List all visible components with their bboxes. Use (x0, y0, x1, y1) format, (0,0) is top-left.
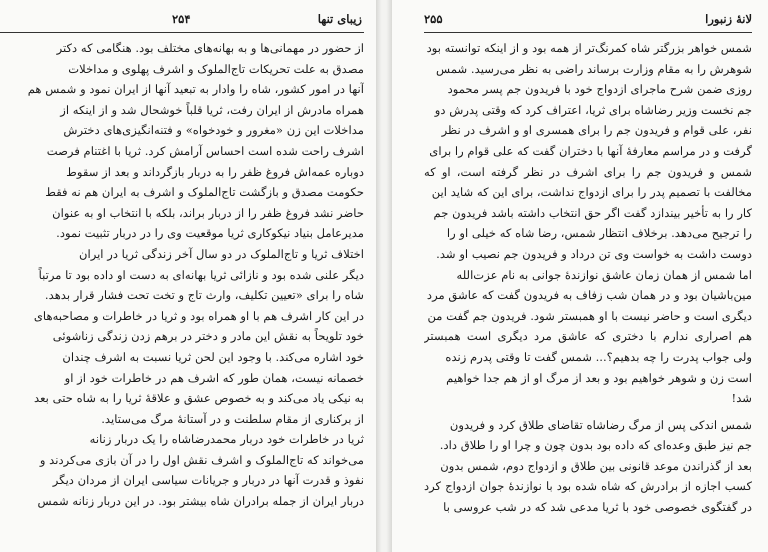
text-line: به نیکی یاد می‌کند و به خصوص عشق و علاقهٔ ثریا را به شاه حتی بعد (33, 391, 364, 406)
text-line: مین‌باشیان بود و در همان شب زفاف به فریدون گفت که عاشق مرد (426, 288, 752, 303)
left-page-body (0, 38, 364, 512)
text-line: خود تلویحاً به نقش این مادر و دختر در برهم زدن زندگی زناشوئی (52, 329, 364, 344)
right-running-title: لانهٔ زنبورا (705, 12, 752, 26)
text-line: دوباره عمه‌اش فروغ ظفر را به دربار بازگرداند و بعد از سقوط (66, 164, 364, 179)
text-line: شمس خواهر بزرگتر شاه کمرنگ‌تر از همه بود و از اینکه توانسته بود (426, 41, 752, 55)
text-line: ولی جواب پدرت را چه بدهیم؟... شمس گفت تا وقتی پدرم زنده (445, 349, 752, 364)
left-page-number: ۲۵۴ (172, 12, 191, 26)
text-line: در گفتگوی خصوصی خود با ثریا مدعی شد که در شب عروسی با (443, 500, 752, 515)
text-line: همراه مادرش از ایران رفت، ثریا قلباً خوشحال شد و از اینکه از (60, 102, 364, 117)
text-line: شوهرش را به مقام وزارت برساند راضی به نظر می‌رسید. شمس (436, 61, 752, 76)
text-line: آنها در امور کشور، شاه را وادار به تبعید آنها از ایران نمود و شمس هم (27, 82, 364, 97)
left-header-rule (0, 32, 364, 33)
text-line: کار را به تأخیر بیندازد گفت اگر حق انتخاب داشته باشد فریدون جم (433, 205, 752, 220)
text-line: روزی ضمن شرح ماجرای ازدواج خود با فریدون جم پسر محمود (447, 82, 752, 97)
text-line: اختلاف ثریا و تاج‌الملوک در دو سال آخر زندگی ثریا در ایران (78, 246, 364, 261)
text-line: خود اشاره می‌کند. با وجود این لحن ثریا نسبت به اشرف چندان (62, 349, 364, 364)
text-line: گرفت و در مراسم معارفهٔ آنها با دختران گفت که علی قوام را برای (429, 143, 752, 158)
text-line: می‌خواند که تاج‌الملوک و اشرف نقش اول را در آن بازی می‌کردند و (39, 452, 364, 467)
left-running-title: زیبای تنها (317, 12, 362, 26)
text-line: اشرف راحت شده است احساس آرامش کرد. ثریا با اغتنام فرصت (46, 143, 364, 158)
text-line: مدیرعامل بنیاد نیکوکاری ثریا موقعیت وی را در دربار تثبیت نمود. (56, 226, 364, 241)
text-line: کسب اجازه از برادرش که شاه شده بود با نوازندهٔ جوان ازدواج کرد (424, 479, 752, 494)
left-page-header (0, 10, 362, 28)
text-line: در این کار اشرف هم با او همراه بود و ثریا در خاطرات و مصاحبه‌های (33, 308, 364, 323)
paragraph (424, 38, 752, 409)
text-line: مخالفت با تصمیم پدر را برای ازدواج نداشت، برای این که شاید این (431, 185, 752, 200)
right-page-number: ۲۵۵ (424, 12, 443, 26)
text-line: است زن و شوهر خواهیم بود و بعد از مرگ او از هم جدا خواهیم (446, 370, 752, 385)
text-line: دیگری است و حاضر نیست با او همبستر شود. فریدون جم گفت من (427, 308, 752, 323)
text-line: از برکناری از مقام سلطنت و در آستانهٔ مرگ می‌ستاید. (101, 411, 364, 426)
text-line: هم اصراری ندارم با دختری که عاشق مرد دیگری است همبستر (424, 329, 752, 344)
right-header-rule (424, 32, 752, 33)
text-line: ثریا در خاطرات خود دربار محمدرضاشاه را یک دربار زنانه (89, 432, 364, 447)
text-line: جم نیز طبق وعده‌ای که داده بود بدون چون و چرا او را طلاق داد. (439, 438, 752, 453)
book-gutter (376, 0, 392, 552)
right-page (392, 0, 768, 552)
text-line: دوست داشت به خواست وی تن درداد و فریدون جم نصیب او شد. (436, 246, 752, 261)
text-line: حاضر نشد فروغ ظفر را از دربار براند، بلکه با انتخاب او به عنوان (52, 205, 364, 220)
left-page (0, 0, 376, 552)
text-line: نفر، علی قوام و فریدون جم را برای همسری او و اشرف در نظر (441, 123, 752, 138)
right-page-header (422, 10, 752, 28)
text-line: مصدق به علت تحریکات تاج‌الملوک و اشرف پهلوی و مداخلات (68, 61, 364, 76)
text-line: دربار ایران از جمله برادران شاه بیشتر بود. در این دربار زنانه شمس (37, 494, 364, 509)
text-line: مداخلات این زن «مغرور و خودخواه» و فتنه‌انگیزی‌های دخترش (63, 123, 364, 138)
text-line: حکومت مصدق و بازگشت تاج‌الملوک و اشرف به ایران هم نه فقط (45, 185, 364, 200)
text-line: نفوذ و قدرت آنها در دربار و جریانات سیاسی ایران از مردان دیگر (52, 473, 364, 488)
text-line: شاه را برای «تعیین تکلیف، وارث تاج و تخت تحت فشار قرار بدهد. (44, 288, 364, 303)
text-line: دیگر علنی شده بود و نازائی ثریا بهانه‌ای به دست او داده بود تا مرتباً (38, 267, 364, 282)
paragraph (424, 415, 752, 518)
text-line: خصمانه نیست، همان طور که اشرف هم در خاطرات خود از او (64, 370, 364, 385)
text-line: اما شمس از همان زمان عاشق نوازندهٔ جوانی به نام عزت‌الله (456, 267, 752, 282)
text-line: بعد از گذراندن موعد قانونی بین طلاق و ازدواج دوم، شمس بدون (440, 458, 752, 473)
text-line: شمس و فریدون جم را برای اشرف در نظر گرفته است، او که (424, 164, 752, 179)
text-line: از حضور در مهمانی‌ها و به بهانه‌های مختلف بود. هنگامی که دکتر (56, 41, 364, 55)
text-line: شد! (731, 391, 752, 406)
right-page-body (424, 38, 752, 518)
text-line: را ترجیح می‌دهد. برخلاف انتظار شمس، رضا شاه که خیلی او را (446, 226, 752, 241)
text-line: جم نخست وزیر رضاشاه برای ثریا، اعتراف کرد که وقتی پدرش دو (434, 102, 752, 117)
text-line: شمس اندکی پس از مرگ رضاشاه تقاضای طلاق کرد و فریدون (449, 417, 752, 432)
